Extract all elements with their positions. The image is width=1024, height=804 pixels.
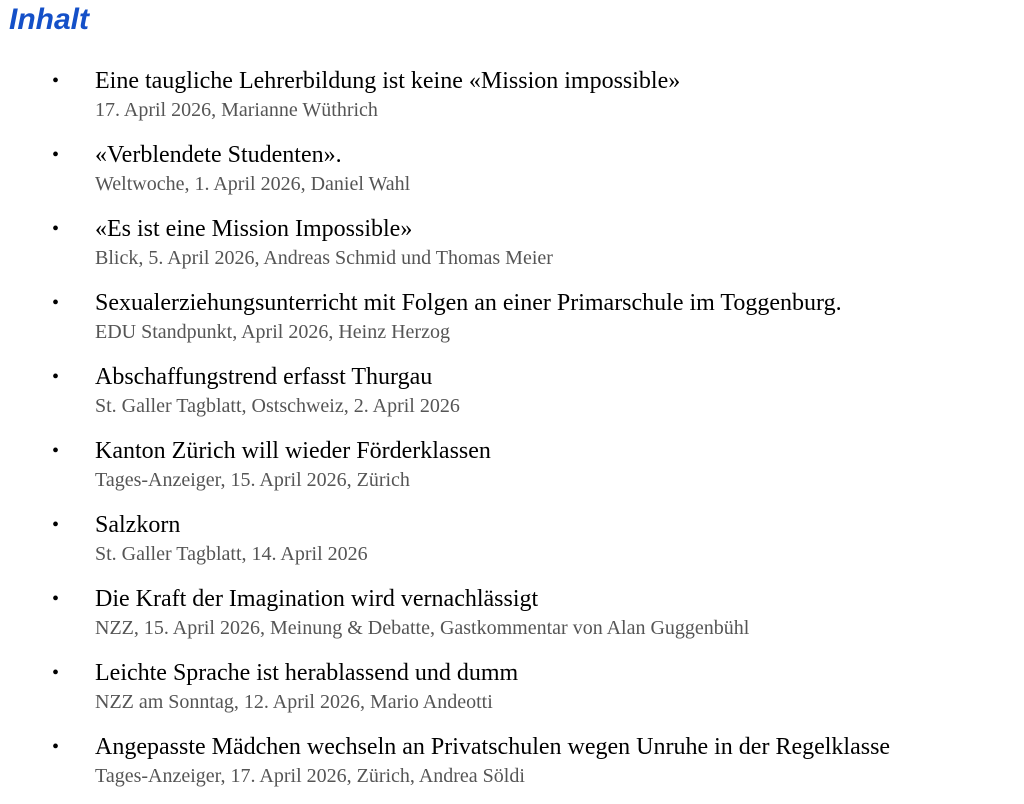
bullet-icon: • — [52, 366, 60, 388]
bullet-icon: • — [52, 144, 60, 166]
table-of-contents — [0, 63, 1024, 803]
bullet-icon: • — [52, 218, 60, 240]
toc-item — [0, 729, 1024, 803]
article-source: Tages-Anzeiger, 15. April 2026, Zürich — [95, 469, 410, 491]
article-source: St. Galler Tagblatt, 14. April 2026 — [95, 543, 368, 565]
article-title-link[interactable]: Salzkorn — [95, 512, 181, 538]
toc-item — [0, 63, 1024, 137]
bullet-icon: • — [52, 736, 60, 758]
toc-item — [0, 433, 1024, 507]
article-title-link[interactable]: «Es ist eine Mission Impossible» — [95, 216, 413, 242]
article-title-link[interactable]: Abschaffungstrend erfasst Thurgau — [95, 364, 433, 390]
article-source: Blick, 5. April 2026, Andreas Schmid und Thomas Meier — [95, 247, 553, 269]
article-title-link[interactable]: Leichte Sprache ist herablassend und dumm — [95, 660, 519, 686]
page-title: Inhalt — [9, 3, 89, 36]
toc-item — [0, 285, 1024, 359]
article-source: Tages-Anzeiger, 17. April 2026, Zürich, Andrea Söldi — [95, 765, 525, 787]
toc-item — [0, 655, 1024, 729]
bullet-icon: • — [52, 514, 60, 536]
article-title-link[interactable]: Kanton Zürich will wieder Förderklassen — [95, 438, 491, 464]
article-title-link[interactable]: Eine taugliche Lehrerbildung ist keine «Mission impossible» — [95, 68, 681, 94]
article-title-link[interactable]: Die Kraft der Imagination wird vernachlässigt — [95, 586, 539, 612]
bullet-icon: • — [52, 440, 60, 462]
toc-item — [0, 507, 1024, 581]
article-source: EDU Standpunkt, April 2026, Heinz Herzog — [95, 321, 450, 343]
toc-item — [0, 359, 1024, 433]
bullet-icon: • — [52, 662, 60, 684]
article-source: St. Galler Tagblatt, Ostschweiz, 2. April 2026 — [95, 395, 460, 417]
bullet-icon: • — [52, 292, 60, 314]
article-source: Weltwoche, 1. April 2026, Daniel Wahl — [95, 173, 411, 195]
toc-item — [0, 137, 1024, 211]
bullet-icon: • — [52, 70, 60, 92]
bullet-icon: • — [52, 588, 60, 610]
article-title-link[interactable]: «Verblendete Studenten». — [95, 142, 342, 168]
toc-item — [0, 581, 1024, 655]
article-source: NZZ am Sonntag, 12. April 2026, Mario Andeotti — [95, 691, 493, 713]
article-title-link[interactable]: Angepasste Mädchen wechseln an Privatschulen wegen Unruhe in der Regelklasse — [95, 734, 891, 760]
article-source: 17. April 2026, Marianne Wüthrich — [95, 99, 378, 121]
article-source: NZZ, 15. April 2026, Meinung & Debatte, Gastkommentar von Alan Guggenbühl — [95, 617, 750, 639]
toc-item — [0, 211, 1024, 285]
article-title-link[interactable]: Sexualerziehungsunterricht mit Folgen an einer Primarschule im Toggenburg. — [95, 290, 842, 316]
